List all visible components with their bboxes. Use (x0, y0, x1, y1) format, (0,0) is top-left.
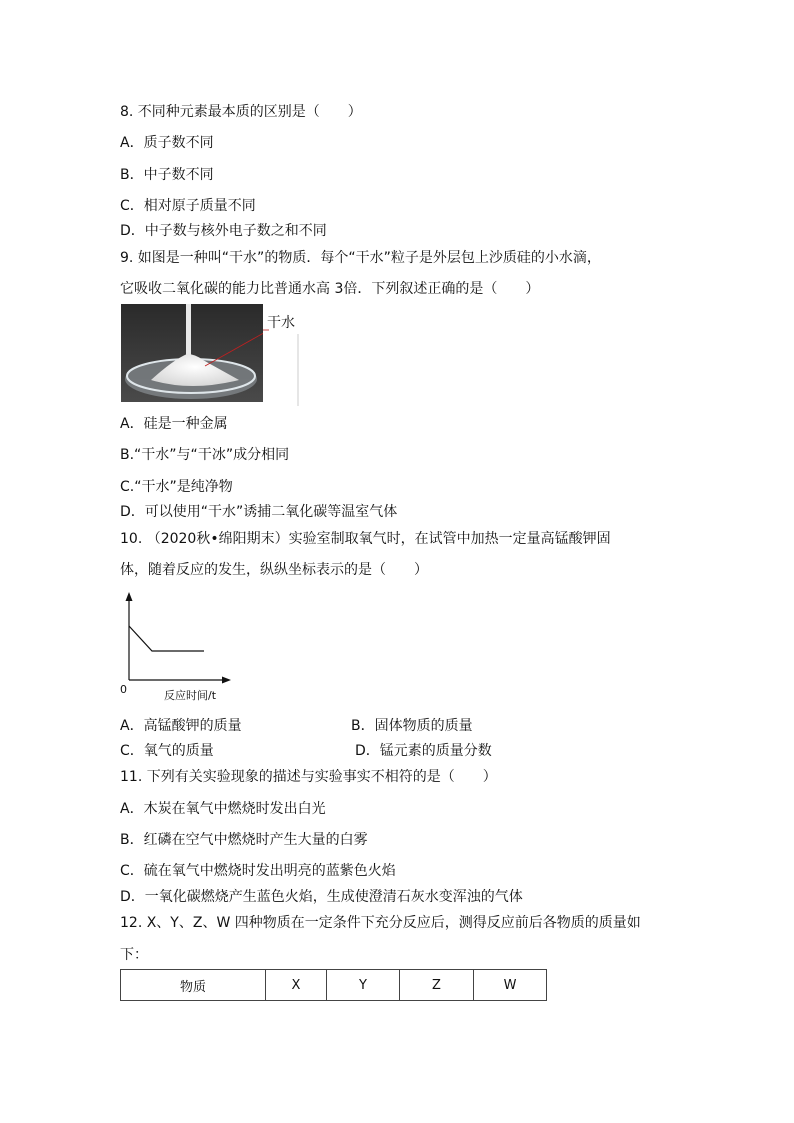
q11-option-d: D．一氧化碳燃烧产生蓝色火焰，生成使澄清石灰水变浑浊的气体 (120, 889, 523, 905)
q8-option-b: B．中子数不同 (120, 167, 214, 183)
origin-label: 0 (120, 683, 127, 696)
table-header-cell: Z (400, 970, 474, 1001)
q10-option-b: B．固体物质的质量 (351, 718, 473, 734)
q11-option-c: C．硫在氧气中燃烧时发出明亮的蓝紫色火焰 (120, 863, 396, 879)
dry-water-photo (121, 304, 299, 406)
q10-option-c: C．氧气的质量 (120, 743, 214, 759)
q8-option-d: D．中子数与核外电子数之和不同 (120, 223, 327, 239)
mass-table (120, 969, 547, 1001)
dry-water-label: 干水 (267, 315, 295, 331)
q11-stem: 11. 下列有关实验现象的描述与实验事实不相符的是（ ） (120, 769, 497, 785)
q10-option-d: D．锰元素的质量分数 (355, 743, 492, 759)
q8-option-c: C．相对原子质量不同 (120, 198, 256, 214)
table-header-cell: W (474, 970, 547, 1001)
q9-stem-line2: 它吸收二氧化碳的能力比普通水高 3倍．下列叙述正确的是（ ） (120, 281, 540, 297)
table-header-cell: Y (327, 970, 400, 1001)
q10-option-a: A．高锰酸钾的质量 (120, 718, 242, 734)
table-header-cell: 物质 (121, 970, 266, 1001)
q9-option-a: A．硅是一种金属 (120, 416, 228, 432)
q9-option-d: D．可以使用“干水”诱捕二氧化碳等温室气体 (120, 504, 398, 520)
q9-option-c: C.“干水”是纯净物 (120, 479, 233, 495)
q11-option-a: A．木炭在氧气中燃烧时发出白光 (120, 801, 326, 817)
table-header-cell: X (266, 970, 327, 1001)
q12-stem-line1: 12. X、Y、Z、W 四种物质在一定条件下充分反应后，测得反应前后各物质的质量如 (120, 915, 641, 931)
y-axis-arrow (126, 592, 133, 601)
q10-stem-line2: 体，随着反应的发生，纵纵坐标表示的是（ ） (120, 562, 428, 578)
table-header-row (121, 970, 547, 1001)
graph-curve (129, 626, 204, 651)
q8-stem: 8. 不同种元素最本质的区别是（ ） (120, 104, 362, 120)
q9-stem-line1: 9. 如图是一种叫“干水”的物质．每个“干水”粒子是外层包上沙质硅的小水滴， (120, 250, 601, 266)
x-axis-label: 反应时间/t (164, 689, 217, 702)
q10-stem-line1: 10. （2020秋•绵阳期末）实验室制取氧气时，在试管中加热一定量高锰酸钾固 (120, 531, 611, 547)
x-axis-arrow (222, 677, 231, 684)
q9-option-b: B.“干水”与“干冰”成分相同 (120, 447, 290, 463)
q11-option-b: B．红磷在空气中燃烧时产生大量的白雾 (120, 832, 368, 848)
mass-time-graph (112, 590, 242, 705)
q12-stem-line2: 下： (120, 947, 148, 963)
q8-option-a: A．质子数不同 (120, 135, 214, 151)
